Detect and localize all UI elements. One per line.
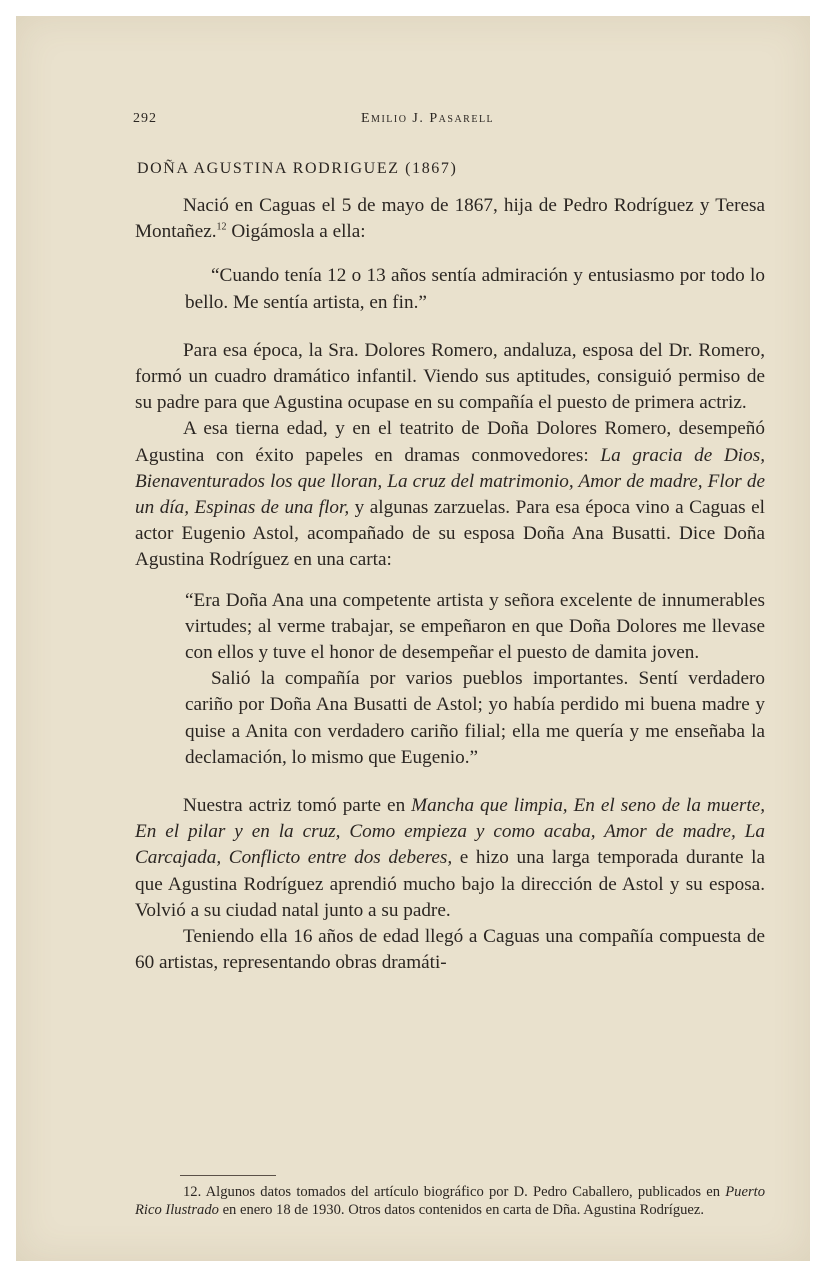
p3-text: A esa tierna edad, y en el teatrito de Doña Dolores Romero, desempeñó Agustina con éxito papeles en dramas conmovedores:: [135, 418, 765, 466]
section-title: DOÑA AGUSTINA RODRIGUEZ (1867): [137, 160, 458, 177]
quote-2-paragraph-1: “Era Doña Ana una competente artista y señora excelente de innumerables virtudes; al verme trabajar, se empeñaron en que Doña Dolores me llevase con ellos y tuve el honor de desempeñar el puesto de damita joven.: [185, 589, 765, 664]
footnote-text: 12. Algunos datos tomados del artículo biográfico por D. Pedro Caballero, publicados en: [183, 1184, 726, 1200]
footnote-source: Puerto Rico Ilustrado: [135, 1184, 765, 1218]
intro-paragraph: [135, 193, 765, 245]
footnote-ref: 12: [216, 221, 227, 233]
p4-text: Nuestra actriz tomó parte en: [183, 795, 412, 817]
p4-text-after: e hizo una larga temporada durante la que Agustina Rodríguez aprendió mucho bajo la dirección de Astol y su esposa. Volvió a su ciudad natal junto a su padre.: [135, 847, 765, 921]
quote-block-2: [135, 588, 765, 771]
quote-block-1: [135, 263, 765, 315]
scanned-page: [16, 16, 810, 1261]
p4-titles: Mancha que limpia, En el seno de la muerte, En el pilar y en la cruz, Como empieza y como acaba, Amor de madre, La Carcajada, Conflicto entre dos deberes,: [135, 795, 766, 869]
running-author: Emilio J. Pasarell: [361, 111, 495, 126]
footnote-divider: [180, 1175, 276, 1176]
p3-titles: La gracia de Dios, Bienaventurados los que lloran, La cruz del matrimonio, Amor de madre, Flor de un día, Espinas de una flor,: [135, 444, 765, 519]
paragraph-4: [135, 793, 765, 924]
paragraph-2: Para esa época, la Sra. Dolores Romero, andaluza, esposa del Dr. Romero, formó un cuadro dramático infantil. Viendo sus aptitudes, consiguió permiso de su padre para que Agustina ocupase en su compañía el puesto de primera actriz.: [135, 339, 765, 414]
quote-1-text: “Cuando tenía 12 o 13 años sentía admiración y entusiasmo por todo lo bello. Me sentía artista, en fin.”: [185, 265, 765, 313]
page-number: 292: [133, 111, 157, 126]
footnote-text-after: en enero 18 de 1930. Otros datos contenidos en carta de Dña. Agustina Rodríguez.: [218, 1201, 705, 1218]
intro-text-after: Oigámosla a ella:: [226, 221, 366, 243]
body-text: [135, 193, 765, 976]
intro-text: Nació en Caguas el 5 de mayo de 1867, hija de Pedro Rodríguez y Teresa Montañez.: [135, 195, 765, 243]
paragraph-5: Teniendo ella 16 años de edad llegó a Caguas una compañía compuesta de 60 artistas, representando obras dramáti-: [135, 926, 765, 974]
p3-text-after: y algunas zarzuelas. Para esa época vino a Caguas el actor Eugenio Astol, acompañado de su esposa Doña Ana Busatti. Dice Doña Agustina Rodríguez en una carta:: [135, 497, 765, 571]
quote-2-paragraph-2: Salió la compañía por varios pueblos importantes. Sentí verdadero cariño por Doña Ana Busatti de Astol; yo había perdido mi buena madre y quise a Anita con verdadero cariño filial; ella me quería y me enseñaba la declamación, lo mismo que Eugenio.”: [185, 668, 765, 768]
footnote: [135, 1184, 765, 1219]
paragraph-3: [135, 416, 765, 573]
